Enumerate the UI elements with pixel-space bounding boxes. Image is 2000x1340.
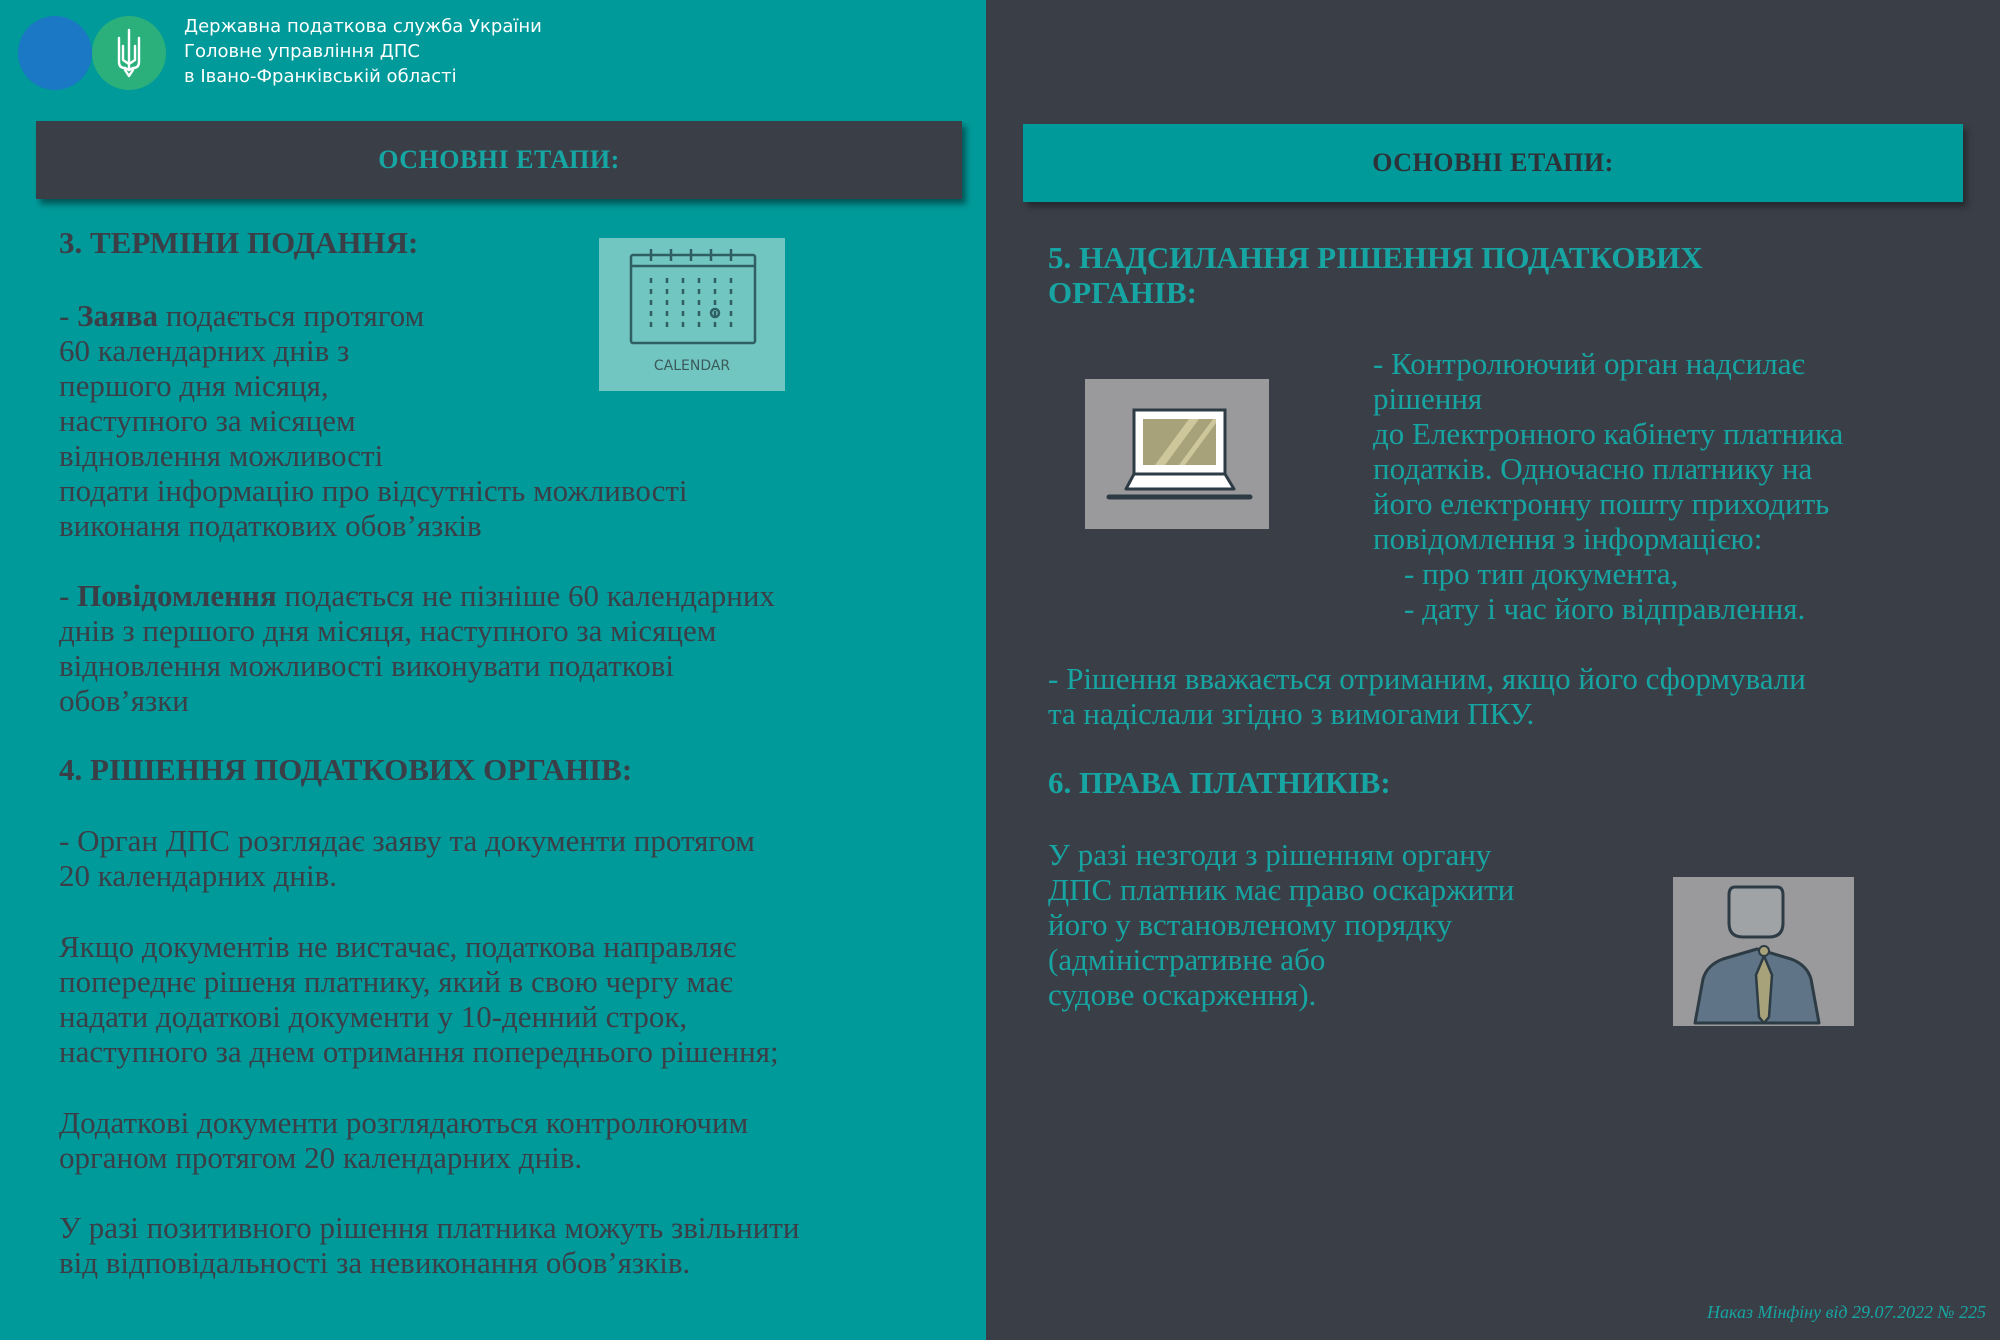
decision-paragraph-line: від відповідальності за невиконання обов’язків. [59, 1245, 691, 1280]
decision-paragraph-line: органом протягом 20 календарних днів. [59, 1140, 583, 1175]
main-stages-banner-left: ОСНОВНІ ЕТАПИ: [36, 121, 962, 199]
calendar-icon [599, 238, 785, 391]
notice-line: - про тип документа, [1373, 556, 1679, 591]
laptop-icon [1085, 379, 1269, 529]
zayava-line: відновлення можливості [59, 438, 384, 473]
rights-line: (адміністративне або [1048, 942, 1326, 977]
notice-line: до Електронного кабінету платника [1373, 416, 1844, 451]
decision-paragraph-line: наступного за днем отримання попереднього рішення; [59, 1034, 779, 1069]
decision-paragraph-line: 20 календарних днів. [59, 858, 338, 893]
povidomlennia-text: подається не пізніше 60 календарних [276, 578, 775, 613]
zayava-text: подається протягом [157, 298, 425, 333]
zayava-term: Заява [77, 298, 158, 333]
povidomlennia-line: обов’язки [59, 683, 189, 718]
zayava-line [59, 298, 424, 333]
trident-icon [92, 16, 166, 90]
zayava-line: першого дня місяця, [59, 368, 329, 403]
povidomlennia-line: відновлення можливості виконувати податкові [59, 648, 675, 683]
person-tie-icon [1673, 877, 1854, 1026]
decision-paragraph-line: Додаткові документи розглядаються контролюючим [59, 1105, 749, 1140]
zayava-line: 60 календарних днів з [59, 333, 350, 368]
org-line: в Івано-Франківській області [184, 66, 457, 87]
decision-paragraph-line: Якщо документів не вистачає, податкова направляє [59, 929, 737, 964]
notice-line: податків. Одночасно платнику на [1373, 451, 1813, 486]
org-line: Державна податкова служба України [184, 16, 542, 37]
section-5-heading: 5. НАДСИЛАННЯ РІШЕННЯ ПОДАТКОВИХ [1048, 240, 1703, 275]
section-5-heading: ОРГАНІВ: [1048, 275, 1197, 310]
zayava-line: виконаня податкових обов’язків [59, 508, 482, 543]
povidomlennia-line [59, 578, 775, 613]
bullet-dash: - [59, 578, 78, 613]
rights-line: його у встановленому порядку [1048, 907, 1453, 942]
org-line: Головне управління ДПС [184, 41, 420, 62]
calendar-caption: CALENDAR [653, 358, 731, 374]
bullet-dash: - [59, 298, 78, 333]
povidomlennia-line: днів з першого дня місяця, наступного за місяцем [59, 613, 717, 648]
dps-logo-circle [18, 16, 92, 90]
povidomlennia-term: Повідомлення [77, 578, 277, 613]
legal-reference: Наказ Мінфіну від 29.07.2022 № 225 [1706, 1302, 1986, 1322]
received-line: - Рішення вважається отриманим, якщо його сформували [1048, 661, 1806, 696]
organization-name [184, 14, 542, 89]
notice-line: повідомлення з інформацією: [1373, 521, 1763, 556]
main-stages-banner-right: ОСНОВНІ ЕТАПИ: [1023, 124, 1963, 202]
rights-line: У разі незгоди з рішенням органу [1048, 837, 1492, 872]
zayava-line: наступного за місяцем [59, 403, 356, 438]
notice-line: рішення [1373, 381, 1483, 416]
decision-paragraph-line: надати додаткові документи у 10-денний строк, [59, 999, 688, 1034]
section-4-heading: 4. РІШЕННЯ ПОДАТКОВИХ ОРГАНІВ: [59, 752, 633, 787]
received-line: та надіслали згідно з вимогами ПКУ. [1048, 696, 1535, 731]
rights-line: судове оскарження). [1048, 977, 1317, 1012]
decision-paragraph-line: попереднє рішеня платнику, який в свою чергу має [59, 964, 733, 999]
section-3-heading: 3. ТЕРМІНИ ПОДАННЯ: [59, 225, 419, 260]
notice-line: - Контролюючий орган надсилає [1373, 346, 1805, 381]
zayava-line: подати інформацію про відсутність можливості [59, 473, 688, 508]
decision-paragraph-line: - Орган ДПС розглядає заяву та документи протягом [59, 823, 755, 858]
notice-line: - дату і час його відправлення. [1373, 591, 1806, 626]
section-6-heading: 6. ПРАВА ПЛАТНИКІВ: [1048, 765, 1391, 800]
rights-line: ДПС платник має право оскаржити [1048, 872, 1515, 907]
decision-paragraph-line: У разі позитивного рішення платника можуть звільнити [59, 1210, 800, 1245]
notice-line: його електронну пошту приходить [1373, 486, 1830, 521]
